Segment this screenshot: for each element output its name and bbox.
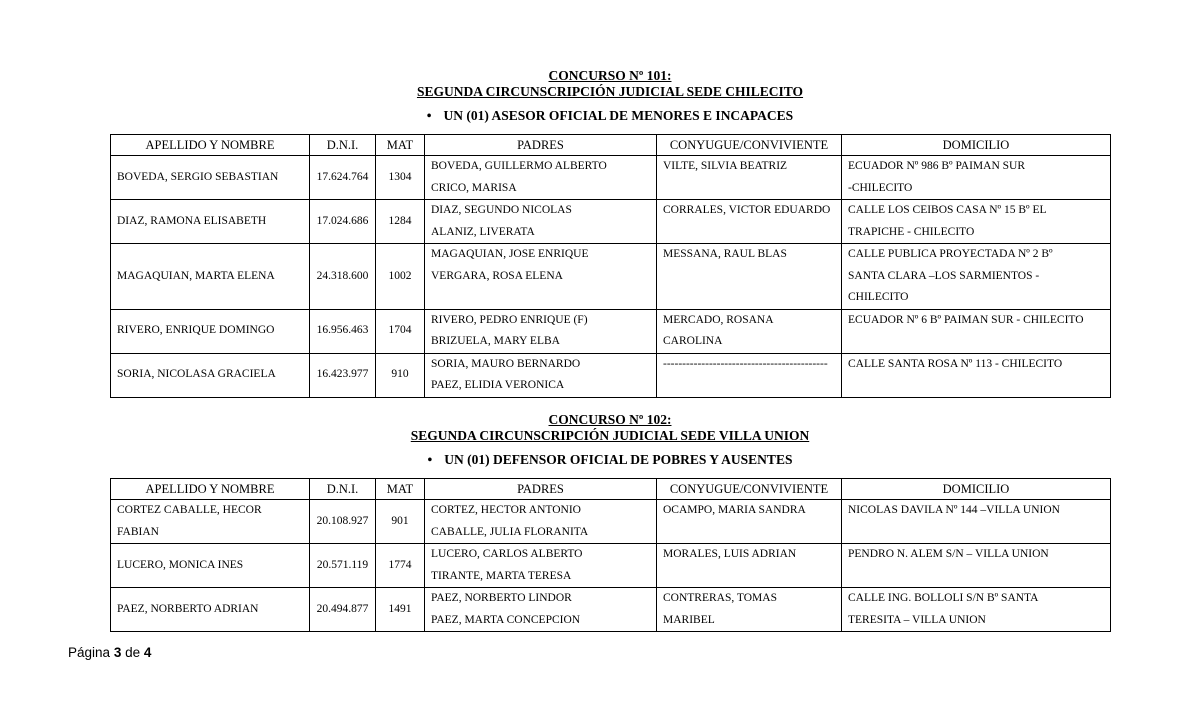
cell-mat: 1304 <box>376 156 425 200</box>
cell-dni: 20.571.119 <box>310 544 376 588</box>
table-header-row <box>111 135 1111 156</box>
position-line <box>0 108 1186 124</box>
header-conyuge: CONYUGUE/CONVIVIENTE <box>657 135 842 156</box>
section-heading <box>0 68 1186 100</box>
padre: CORTEZ, HECTOR ANTONIO <box>431 504 581 516</box>
cell-dni: 24.318.600 <box>310 244 376 310</box>
cell-dni: 20.108.927 <box>310 500 376 544</box>
domicilio-line: CALLE PUBLICA PROYECTADA Nº 2 Bº <box>848 248 1053 260</box>
cell-padres <box>425 156 657 200</box>
page-number: 3 <box>113 645 122 660</box>
madre: CABALLE, JULIA FLORANITA <box>431 525 589 538</box>
header-mat: MAT <box>376 479 425 500</box>
section-heading <box>0 412 1186 444</box>
concurso-title: CONCURSO Nº 102: <box>548 412 672 427</box>
padre: SORIA, MAURO BERNARDO <box>431 357 581 370</box>
cell-domicilio <box>842 244 1111 310</box>
page-footer <box>68 645 151 660</box>
cell-domicilio: PENDRO N. ALEM S/N – VILLA UNION <box>842 544 1111 588</box>
domicilio-line: CALLE LOS CEIBOS CASA Nº 15 Bº EL <box>848 204 1047 216</box>
cell-conyuge <box>657 588 842 632</box>
domicilio-line: TERESITA – VILLA UNION <box>848 613 986 626</box>
header-domicilio: DOMICILIO <box>842 135 1111 156</box>
cell-padres <box>425 544 657 588</box>
conyuge-line: CONTRERAS, TOMAS <box>663 592 777 604</box>
concurso-subtitle: SEGUNDA CIRCUNSCRIPCIÓN JUDICIAL SEDE VILLA UNION <box>410 428 810 443</box>
table-row <box>111 156 1111 200</box>
cell-dni: 16.423.977 <box>310 353 376 397</box>
table-row <box>111 544 1111 588</box>
table-row <box>111 200 1111 244</box>
madre: PAEZ, MARTA CONCEPCION <box>431 613 581 626</box>
cell-conyuge: MORALES, LUIS ADRIAN <box>657 544 842 588</box>
cell-conyuge: ------------------------------------------- <box>657 353 842 397</box>
cell-conyuge: VILTE, SILVIA BEATRIZ <box>657 156 842 200</box>
cell-conyuge: CORRALES, VICTOR EDUARDO <box>657 200 842 244</box>
cell-nombre: BOVEDA, SERGIO SEBASTIAN <box>111 156 310 200</box>
padre: MAGAQUIAN, JOSE ENRIQUE <box>431 248 589 260</box>
position-title: UN (01) ASESOR OFICIAL DE MENORES E INCAPACES <box>443 108 794 123</box>
cell-padres <box>425 200 657 244</box>
conyuge-line: CAROLINA <box>663 335 723 347</box>
padre: RIVERO, PEDRO ENRIQUE (F) <box>431 313 588 326</box>
cell-domicilio: ECUADOR Nº 6 Bº PAIMAN SUR - CHILECITO <box>842 309 1111 353</box>
header-padres: PADRES <box>425 135 657 156</box>
header-nombre: APELLIDO Y NOMBRE <box>111 135 310 156</box>
bullet-icon: • <box>426 108 432 123</box>
page-of: de <box>125 645 141 660</box>
cell-conyuge: MESSANA, RAUL BLAS <box>657 244 842 310</box>
concurso-title: CONCURSO Nº 101: <box>548 68 672 83</box>
cell-mat: 910 <box>376 353 425 397</box>
header-nombre: APELLIDO Y NOMBRE <box>111 479 310 500</box>
candidates-table <box>110 134 1111 398</box>
table-row <box>111 588 1111 632</box>
madre: CRICO, MARISA <box>431 181 517 194</box>
header-padres: PADRES <box>425 479 657 500</box>
padre: DIAZ, SEGUNDO NICOLAS <box>431 204 572 216</box>
cell-dni: 16.956.463 <box>310 309 376 353</box>
cell-conyuge <box>657 309 842 353</box>
bullet-icon: • <box>427 452 433 467</box>
header-conyuge: CONYUGUE/CONVIVIENTE <box>657 479 842 500</box>
domicilio-line: -CHILECITO <box>848 181 913 194</box>
cell-mat: 901 <box>376 500 425 544</box>
cell-domicilio <box>842 156 1111 200</box>
cell-padres <box>425 353 657 397</box>
cell-mat: 1002 <box>376 244 425 310</box>
cell-nombre <box>111 500 310 544</box>
cell-domicilio <box>842 200 1111 244</box>
table-row <box>111 309 1111 353</box>
conyuge-line: MERCADO, ROSANA <box>663 313 774 326</box>
header-dni: D.N.I. <box>310 479 376 500</box>
cell-mat: 1284 <box>376 200 425 244</box>
table-row <box>111 353 1111 397</box>
table-row <box>111 500 1111 544</box>
cell-padres <box>425 500 657 544</box>
candidates-table <box>110 478 1111 632</box>
madre: VERGARA, ROSA ELENA <box>431 269 563 282</box>
domicilio-line: SANTA CLARA –LOS SARMIENTOS - <box>848 269 1040 282</box>
cell-conyuge: OCAMPO, MARIA SANDRA <box>657 500 842 544</box>
header-dni: D.N.I. <box>310 135 376 156</box>
nombre-line: CORTEZ CABALLE, HECOR <box>117 504 262 516</box>
cell-dni: 17.624.764 <box>310 156 376 200</box>
table-row <box>111 244 1111 310</box>
cell-padres <box>425 588 657 632</box>
domicilio-line: CHILECITO <box>848 291 909 303</box>
cell-domicilio: NICOLAS DAVILA Nº 144 –VILLA UNION <box>842 500 1111 544</box>
cell-dni: 17.024.686 <box>310 200 376 244</box>
cell-nombre: PAEZ, NORBERTO ADRIAN <box>111 588 310 632</box>
madre: TIRANTE, MARTA TERESA <box>431 569 572 582</box>
padre: PAEZ, NORBERTO LINDOR <box>431 592 572 604</box>
cell-mat: 1774 <box>376 544 425 588</box>
cell-nombre: SORIA, NICOLASA GRACIELA <box>111 353 310 397</box>
cell-dni: 20.494.877 <box>310 588 376 632</box>
padre: LUCERO, CARLOS ALBERTO <box>431 548 583 560</box>
domicilio-line: TRAPICHE - CHILECITO <box>848 225 975 238</box>
cell-domicilio: CALLE SANTA ROSA Nº 113 - CHILECITO <box>842 353 1111 397</box>
domicilio-line: ECUADOR Nº 986 Bº PAIMAN SUR <box>848 160 1025 172</box>
cell-mat: 1704 <box>376 309 425 353</box>
nombre-line: FABIAN <box>117 525 159 538</box>
cell-nombre: MAGAQUIAN, MARTA ELENA <box>111 244 310 310</box>
position-line <box>0 452 1186 468</box>
cell-padres <box>425 244 657 310</box>
madre: BRIZUELA, MARY ELBA <box>431 335 560 347</box>
table-header-row <box>111 479 1111 500</box>
position-title: UN (01) DEFENSOR OFICIAL DE POBRES Y AUSENTES <box>444 452 793 467</box>
cell-nombre: DIAZ, RAMONA ELISABETH <box>111 200 310 244</box>
cell-mat: 1491 <box>376 588 425 632</box>
cell-nombre: RIVERO, ENRIQUE DOMINGO <box>111 309 310 353</box>
padre: BOVEDA, GUILLERMO ALBERTO <box>431 160 607 172</box>
cell-padres <box>425 309 657 353</box>
madre: PAEZ, ELIDIA VERONICA <box>431 379 565 391</box>
page-total: 4 <box>143 645 152 660</box>
madre: ALANIZ, LIVERATA <box>431 225 535 238</box>
page-label: Página <box>68 645 111 660</box>
conyuge-line: MARIBEL <box>663 613 715 626</box>
concurso-subtitle: SEGUNDA CIRCUNSCRIPCIÓN JUDICIAL SEDE CHILECITO <box>416 84 804 99</box>
domicilio-line: CALLE ING. BOLLOLI S/N Bº SANTA <box>848 592 1039 604</box>
cell-nombre: LUCERO, MONICA INES <box>111 544 310 588</box>
cell-domicilio <box>842 588 1111 632</box>
header-domicilio: DOMICILIO <box>842 479 1111 500</box>
header-mat: MAT <box>376 135 425 156</box>
